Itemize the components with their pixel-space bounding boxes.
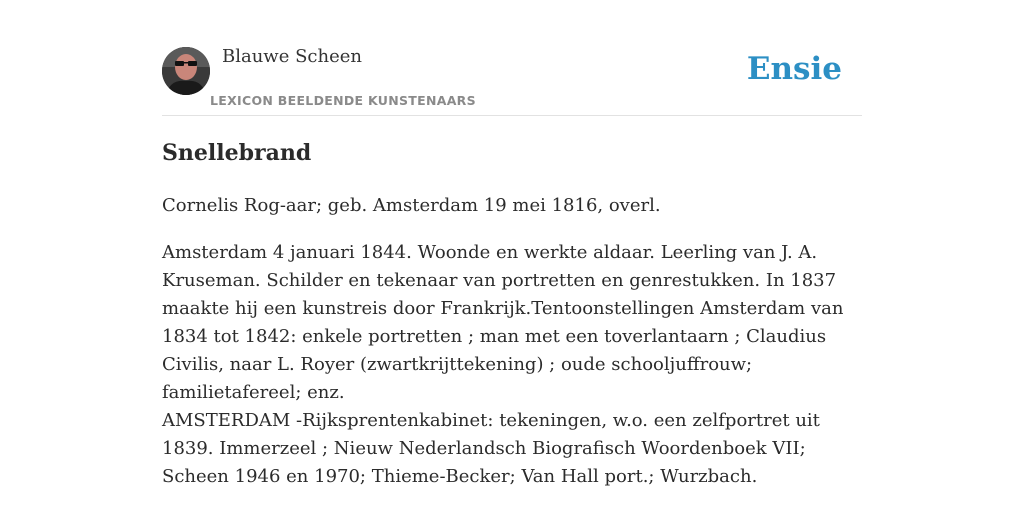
article-paragraph: AMSTERDAM -Rijksprentenkabinet: tekeningen, w.o. een zelfportret uit 1839. Immerzeel ; Nieuw Nederlandsch Biografisch Woordenboek VII; Scheen 1946 en 1970; Thieme-Becker; Van Hall port.; Wurzbach. [162,410,820,487]
article-paragraph: Amsterdam 4 januari 1844. Woonde en werkte aldaar. Leerling van J. A. Kruseman. Schilder en tekenaar van portretten en genrestukken. In 1837 maakte hij een kunstreis door Frankrijk.Tentoonstellingen Amsterdam van 1834 tot 1842: enkele portretten ; man met een toverlantaarn ; Claudius Civilis, naar L. Royer (zwartkrijttekening) ; oude schooljuffrouw; familietafereel; enz. [162,242,844,403]
article-title: Snellebrand [162,140,312,166]
collection-label[interactable]: LEXICON BEELDENDE KUNSTENAARS [210,93,476,108]
article-header [162,0,862,116]
author-photo-icon [162,47,210,95]
author-avatar[interactable] [162,47,210,95]
author-name[interactable]: Blauwe Scheen [222,46,362,67]
article-card [162,0,862,512]
brand-logo[interactable]: Ensie [746,51,842,87]
article-paragraph: Cornelis Rog-aar; geb. Amsterdam 19 mei 1816, overl. [162,195,661,216]
